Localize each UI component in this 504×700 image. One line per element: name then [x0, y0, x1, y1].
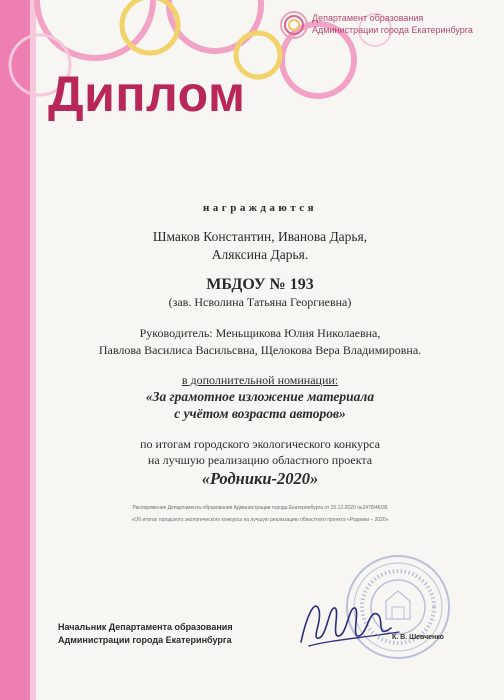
department-logo-text	[312, 12, 492, 36]
nomination-line-1: «За грамотное изложение материала	[145, 389, 375, 404]
signature-icon	[295, 580, 405, 655]
participants-line-1: Шмаков Константин, Иванова Дарья,	[152, 229, 368, 244]
organization-head: (зав. Нсволина Татьяна Георгиевна)	[168, 295, 352, 309]
signatory-position-line-1: Начальник Департамента образования	[58, 622, 233, 632]
signatory-position	[58, 621, 233, 647]
department-line-1: Департамент образования	[312, 13, 424, 23]
contest-line-2: на лучшую реализацию областного проекта	[147, 453, 373, 467]
project-name: «Родники-2020»	[201, 469, 319, 488]
department-line-2: Администрации города Екатеринбурга	[312, 25, 473, 35]
logo-emblem-icon	[279, 10, 309, 40]
organization-name: МБДОУ № 193	[206, 276, 314, 293]
participants-line-2: Аляксина Дарья.	[211, 247, 309, 262]
fine-print-line-1: Распоряжение Департамента образования Администрации города Екатеринбурга от 25.12.2020 №2478/46/36	[132, 505, 388, 511]
supervisors-line-1: Руководитель: Меньщикова Юлия Николаевна,	[139, 326, 381, 340]
signatory-position-line-2: Администрации города Екатеринбурга	[58, 635, 232, 645]
diploma-title: Диплом	[48, 66, 246, 122]
awarded-label: награждаются	[202, 202, 318, 214]
nomination-line-2: с учётом возраста авторов»	[174, 406, 346, 421]
department-logo	[279, 8, 489, 46]
signatory-name: К. В. Шевченко	[392, 634, 444, 641]
contest-line-1: по итогам городского экологического конкурса	[140, 437, 380, 451]
fine-print-line-2: «Об итогах городского экологического конкурса на лучшую реализацию областного проекта «Родники – 2020»	[131, 517, 389, 523]
nomination-intro: в дополнительной номинации:	[181, 373, 339, 387]
supervisors-line-2: Павлова Василиса Васильсвна, Щелокова Вера Владимировна.	[98, 343, 422, 357]
